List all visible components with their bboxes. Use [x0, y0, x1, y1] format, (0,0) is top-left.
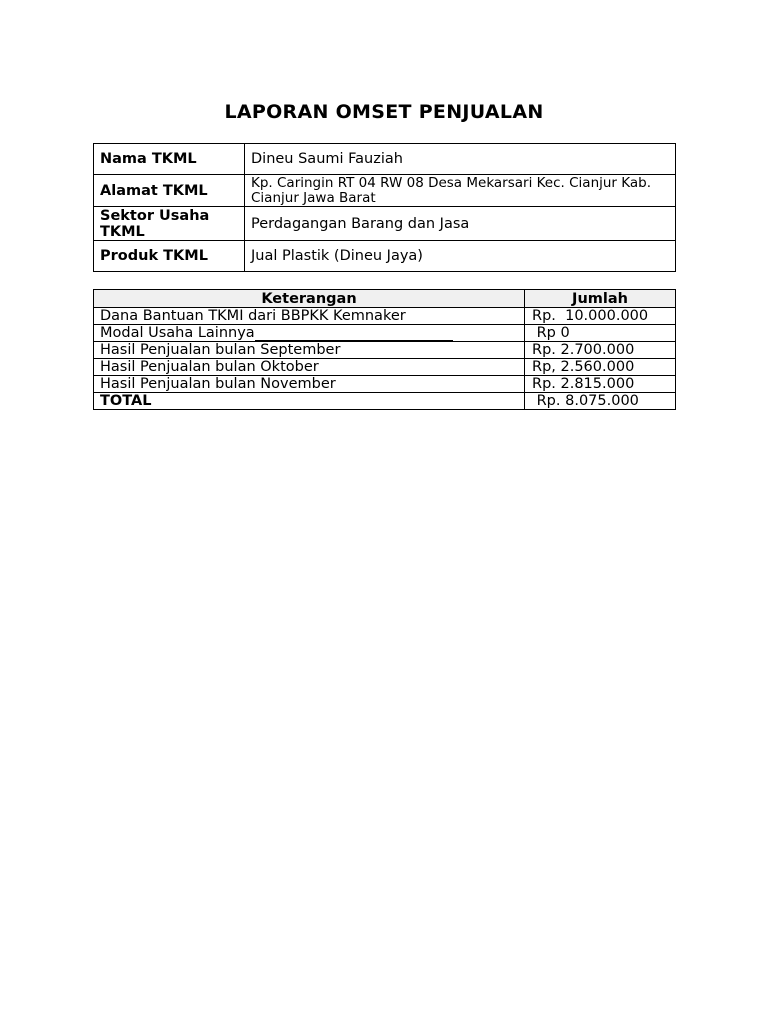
total-row — [94, 393, 676, 410]
keterangan-cell: Hasil Penjualan bulan Oktober — [94, 359, 525, 376]
jumlah-cell: Rp 0 — [525, 325, 676, 342]
header-jumlah: Jumlah — [525, 290, 676, 308]
underline-blank — [255, 327, 453, 341]
table-row — [94, 241, 676, 272]
keterangan-cell: Hasil Penjualan bulan November — [94, 376, 525, 393]
total-label: TOTAL — [94, 393, 525, 410]
info-value-produk: Jual Plastik (Dineu Jaya) — [245, 241, 676, 272]
table-row — [94, 207, 676, 241]
jumlah-cell: Rp, 2.560.000 — [525, 359, 676, 376]
info-label-nama: Nama TKML — [94, 144, 245, 175]
header-keterangan: Keterangan — [94, 290, 525, 308]
table-row — [94, 376, 676, 393]
table-row — [94, 359, 676, 376]
page-title: LAPORAN OMSET PENJUALAN — [224, 101, 544, 123]
keterangan-cell-modal — [94, 325, 525, 342]
table-row — [94, 308, 676, 325]
jumlah-cell: Rp. 10.000.000 — [525, 308, 676, 325]
info-value-sektor: Perdagangan Barang dan Jasa — [245, 207, 676, 241]
info-label-alamat: Alamat TKML — [94, 175, 245, 207]
table-row — [94, 175, 676, 207]
info-label-sektor: Sektor Usaha TKML — [94, 207, 245, 241]
tkml-info-table — [93, 143, 676, 272]
jumlah-cell: Rp. 2.700.000 — [525, 342, 676, 359]
keterangan-cell: Dana Bantuan TKMI dari BBPKK Kemnaker — [94, 308, 525, 325]
table-row — [94, 342, 676, 359]
info-value-nama: Dineu Saumi Fauziah — [245, 144, 676, 175]
info-label-produk: Produk TKML — [94, 241, 245, 272]
info-value-alamat: Kp. Caringin RT 04 RW 08 Desa Mekarsari Kec. Cianjur Kab. Cianjur Jawa Barat — [245, 175, 676, 207]
omset-detail-table — [93, 289, 676, 410]
table-row — [94, 144, 676, 175]
table-header-row — [94, 290, 676, 308]
table-row — [94, 325, 676, 342]
keterangan-text: Modal Usaha Lainnya — [100, 325, 255, 341]
keterangan-cell: Hasil Penjualan bulan September — [94, 342, 525, 359]
total-amount: Rp. 8.075.000 — [525, 393, 676, 410]
jumlah-cell: Rp. 2.815.000 — [525, 376, 676, 393]
